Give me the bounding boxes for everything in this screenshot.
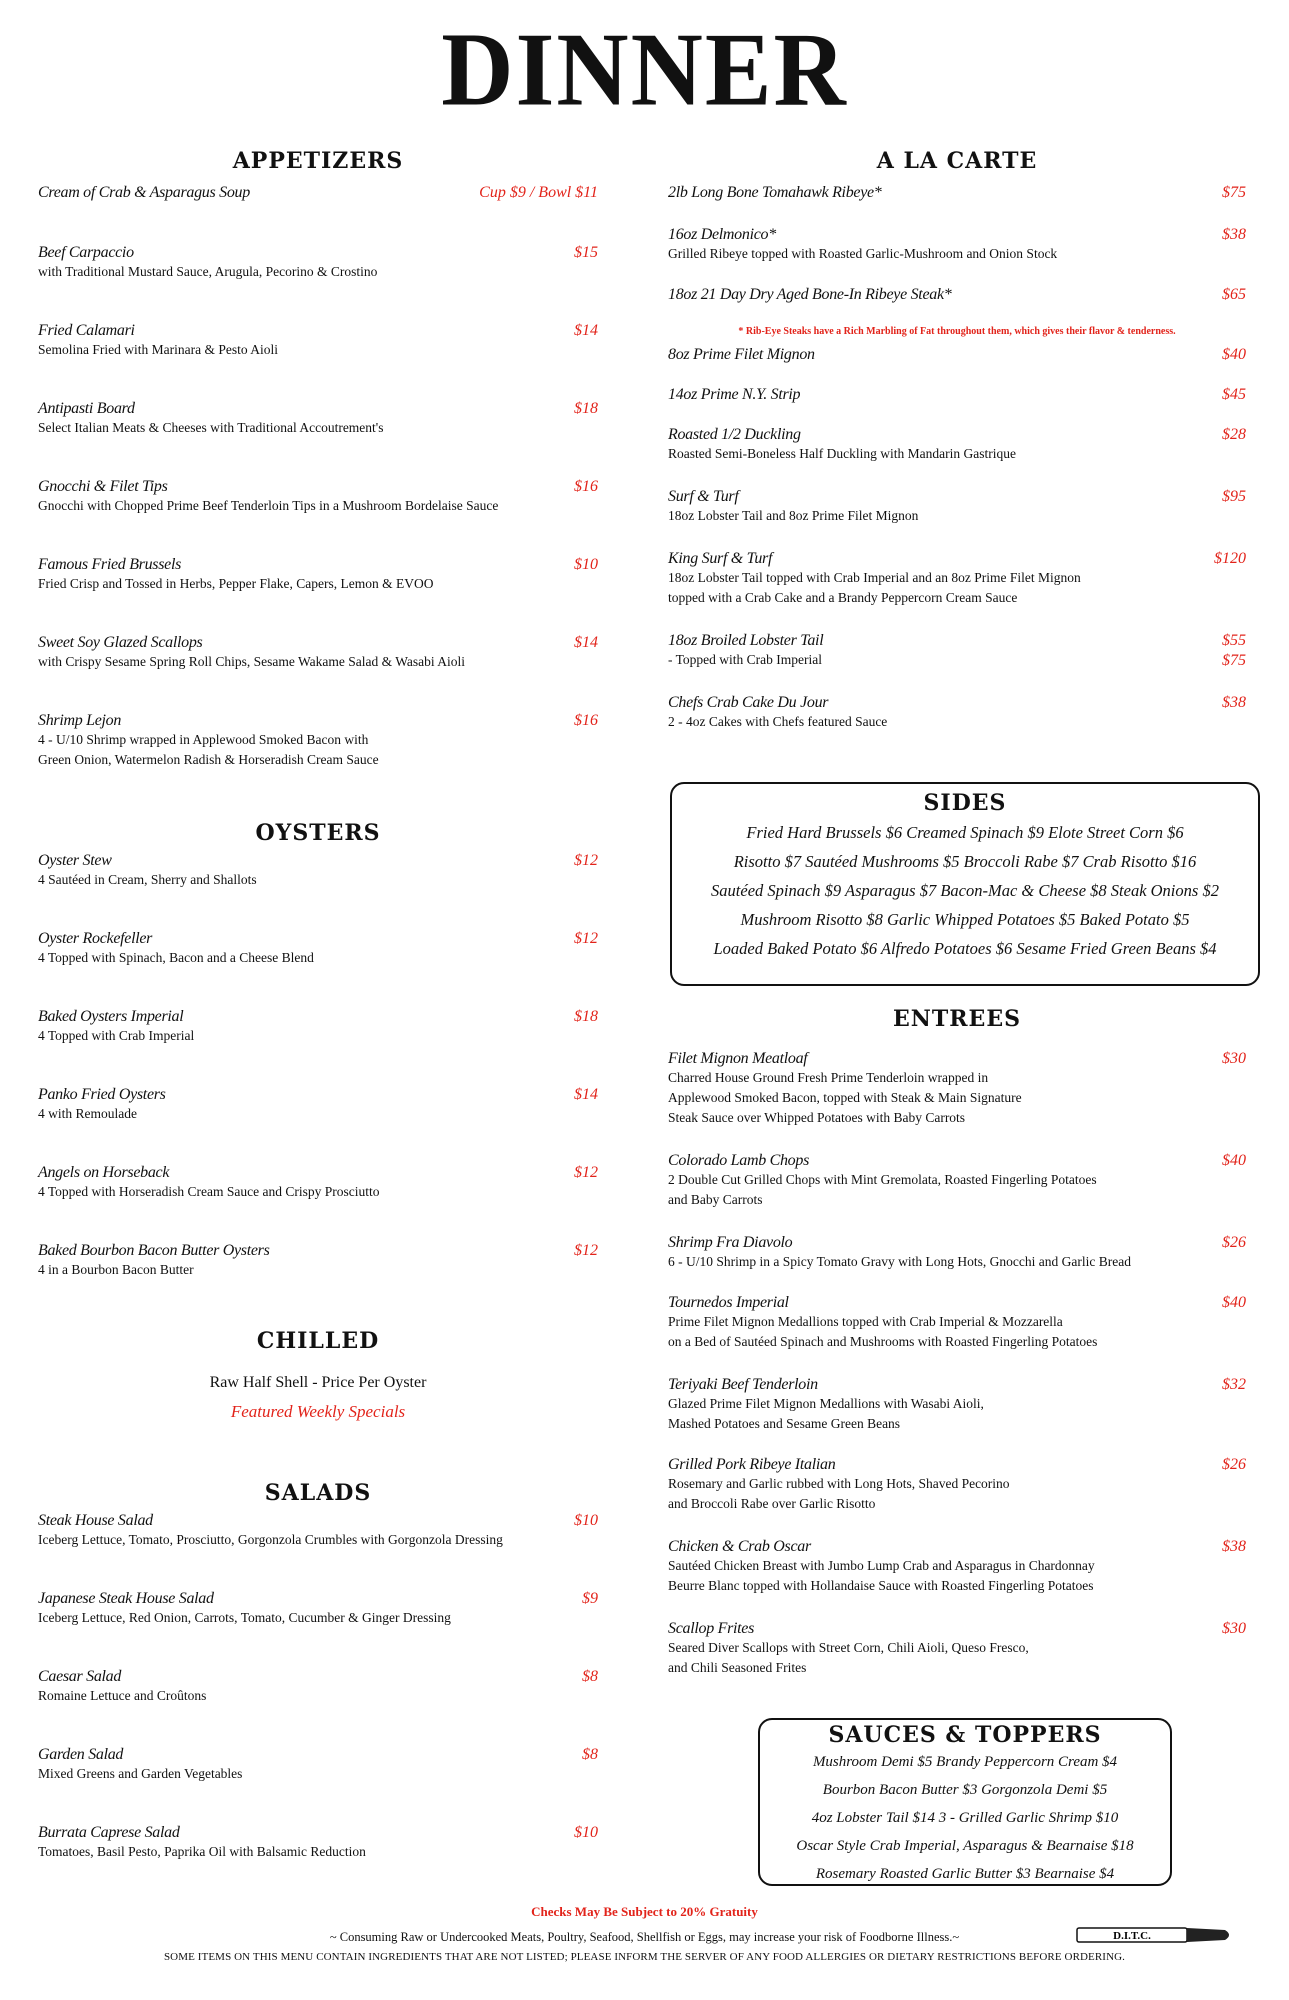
item-price: $38 [1222, 226, 1246, 243]
menu-item [38, 244, 598, 282]
menu-item [668, 1456, 1246, 1514]
item-price: $14 [574, 634, 598, 651]
item-description: - Topped with Crab Imperial [668, 652, 823, 667]
menu-item [668, 386, 1246, 404]
item-price: $8 [582, 1668, 598, 1685]
item-price: $12 [574, 852, 598, 869]
item-description: Tomatoes, Basil Pesto, Paprika Oil with Balsamic Reduction [38, 1844, 366, 1859]
oysters-heading: OYSTERS [255, 820, 381, 846]
menu-item [668, 426, 1246, 464]
menu-item [668, 1538, 1246, 1596]
menu-item [38, 1746, 598, 1784]
item-description: Rosemary and Garlic rubbed with Long Hots, Shaved Pecorino [668, 1476, 1010, 1491]
item-price: $120 [1214, 550, 1246, 567]
menu-item [668, 694, 1246, 732]
item-price: $18 [574, 400, 598, 417]
allergy-notice: SOME ITEMS ON THIS MENU CONTAIN INGREDIENTS THAT ARE NOT LISTED; PLEASE INFORM THE SERVER OF ANY FOOD ALLERGIES OR DIETARY RESTRICTIONS BEFORE ORDERING. [163, 1951, 1126, 1963]
menu-item [668, 184, 1246, 202]
item-price: $75 [1222, 184, 1246, 201]
sides-line: Fried Hard Brussels $6 Creamed Spinach $9 Elote Street Corn $6 [746, 823, 1184, 842]
menu-item [668, 632, 1246, 670]
item-name: 2lb Long Bone Tomahawk Ribeye* [668, 184, 882, 201]
item-price: Cup $9 / Bowl $11 [479, 184, 598, 201]
item-name: Steak House Salad [38, 1512, 153, 1529]
item-name: Grilled Pork Ribeye Italian [668, 1456, 836, 1473]
item-price: $12 [574, 1242, 598, 1259]
entrees-heading: ENTREES [893, 1006, 1021, 1032]
item-description: Gnocchi with Chopped Prime Beef Tenderloin Tips in a Mushroom Bordelaise Sauce [38, 498, 499, 513]
item-price: $30 [1222, 1050, 1246, 1067]
item-description: Grilled Ribeye topped with Roasted Garlic-Mushroom and Onion Stock [668, 246, 1058, 261]
menu-item [668, 286, 1246, 304]
menu-item [38, 1008, 598, 1046]
item-price: $18 [574, 1008, 598, 1025]
item-name: Chefs Crab Cake Du Jour [668, 694, 829, 711]
logo-text: D.I.T.C. [1113, 1930, 1151, 1942]
item-name: Shrimp Lejon [38, 712, 122, 729]
item-description: 6 - U/10 Shrimp in a Spicy Tomato Gravy with Long Hots, Gnocchi and Garlic Bread [668, 1254, 1131, 1269]
ribeye-note: * Rib-Eye Steaks have a Rich Marbling of Fat throughout them, which gives their flavor & tenderness. [738, 326, 1176, 337]
item-name: Gnocchi & Filet Tips [38, 478, 168, 495]
item-description: Iceberg Lettuce, Tomato, Prosciutto, Gorgonzola Crumbles with Gorgonzola Dressing [38, 1532, 503, 1547]
sides-line: Mushroom Risotto $8 Garlic Whipped Potatoes $5 Baked Potato $5 [740, 910, 1190, 929]
salads-heading: SALADS [264, 1480, 372, 1506]
menu-item [38, 634, 598, 672]
item-name: Antipasti Board [38, 400, 135, 417]
item-name: Scallop Frites [668, 1620, 755, 1637]
item-name: Roasted 1/2 Duckling [668, 426, 801, 443]
menu-item [38, 322, 598, 360]
item-price: $16 [574, 712, 598, 729]
item-name: Filet Mignon Meatloaf [668, 1050, 808, 1067]
menu-title: DINNER [441, 11, 848, 128]
item-name: 16oz Delmonico* [668, 226, 776, 243]
sides-heading: SIDES [923, 790, 1007, 816]
item-name: Beef Carpaccio [38, 244, 134, 261]
item-price: $16 [574, 478, 598, 495]
item-price: $8 [582, 1746, 598, 1763]
item-description: 4 Topped with Horseradish Cream Sauce and Crispy Prosciutto [38, 1184, 380, 1199]
item-description: 4 - U/10 Shrimp wrapped in Applewood Smoked Bacon with [38, 732, 369, 747]
item-description: 18oz Lobster Tail and 8oz Prime Filet Mignon [668, 508, 919, 523]
item-description: Mixed Greens and Garden Vegetables [38, 1766, 243, 1781]
item-price: $10 [574, 1824, 598, 1841]
menu-item [668, 1234, 1246, 1272]
chilled-specials: Featured Weekly Specials [230, 1402, 406, 1421]
menu-item [668, 488, 1246, 526]
sauce-line: Oscar Style Crab Imperial, Asparagus & Bearnaise $18 [796, 1838, 1134, 1854]
item-name: Japanese Steak House Salad [38, 1590, 214, 1607]
item-price: $40 [1222, 1152, 1246, 1169]
item-name: Angels on Horseback [38, 1164, 170, 1181]
item-description: Roasted Semi-Boneless Half Duckling with Mandarin Gastrique [668, 446, 1016, 461]
item-description: 4 Sautéed in Cream, Sherry and Shallots [38, 872, 257, 887]
item-description: Iceberg Lettuce, Red Onion, Carrots, Tomato, Cucumber & Ginger Dressing [38, 1610, 451, 1625]
item-description: on a Bed of Sautéed Spinach and Mushrooms with Roasted Fingerling Potatoes [668, 1334, 1098, 1349]
menu-item [38, 1824, 598, 1862]
sauces-heading: SAUCES & TOPPERS [828, 1722, 1102, 1748]
item-description: 4 with Remoulade [38, 1106, 137, 1121]
item-description: and Chili Seasoned Frites [668, 1660, 807, 1675]
item-name: Burrata Caprese Salad [38, 1824, 180, 1841]
item-name: Famous Fried Brussels [38, 556, 182, 573]
menu-item [668, 1376, 1246, 1434]
item-description: 4 Topped with Spinach, Bacon and a Cheese Blend [38, 950, 314, 965]
sauce-line: Mushroom Demi $5 Brandy Peppercorn Cream $4 [812, 1754, 1118, 1770]
item-description: Steak Sauce over Whipped Potatoes with Baby Carrots [668, 1110, 966, 1125]
item-description: and Baby Carrots [668, 1192, 763, 1207]
item-description: Glazed Prime Filet Mignon Medallions with Wasabi Aioli, [668, 1396, 984, 1411]
item-description: Beurre Blanc topped with Hollandaise Sauce with Roasted Fingerling Potatoes [668, 1578, 1094, 1593]
menu-item [668, 1620, 1246, 1678]
item-description: with Traditional Mustard Sauce, Arugula, Pecorino & Crostino [38, 264, 378, 279]
item-name: 8oz Prime Filet Mignon [668, 346, 815, 363]
item-description: Charred House Ground Fresh Prime Tenderloin wrapped in [668, 1070, 989, 1085]
sauce-line: Bourbon Bacon Butter $3 Gorgonzola Demi $5 [822, 1782, 1108, 1798]
item-name: 18oz Broiled Lobster Tail [668, 632, 824, 649]
item-name: Panko Fried Oysters [38, 1086, 166, 1103]
menu-item [38, 1512, 598, 1550]
item-description: Prime Filet Mignon Medallions topped with Crab Imperial & Mozzarella [668, 1314, 1063, 1329]
item-description: and Broccoli Rabe over Garlic Risotto [668, 1496, 876, 1511]
item-name: Chicken & Crab Oscar [668, 1538, 811, 1555]
menu-item [668, 1152, 1246, 1210]
menu-item [668, 346, 1246, 364]
menu-item [38, 556, 598, 594]
item-price: $30 [1222, 1620, 1246, 1637]
item-name: Oyster Rockefeller [38, 930, 153, 947]
item-price: $15 [574, 244, 598, 261]
menu-item [38, 1590, 598, 1628]
sides-line: Risotto $7 Sautéed Mushrooms $5 Broccoli Rabe $7 Crab Risotto $16 [733, 852, 1197, 871]
item-name: Baked Bourbon Bacon Butter Oysters [38, 1242, 270, 1259]
menu-item [668, 1050, 1246, 1128]
item-price: $14 [574, 322, 598, 339]
item-description: Romaine Lettuce and Croûtons [38, 1688, 207, 1703]
item-price: $65 [1222, 286, 1246, 303]
item-price: $28 [1222, 426, 1246, 443]
item-name: Teriyaki Beef Tenderloin [668, 1376, 818, 1393]
alacarte-heading: A LA CARTE [876, 148, 1038, 174]
chilled-heading: CHILLED [256, 1328, 380, 1354]
sauce-line: 4oz Lobster Tail $14 3 - Grilled Garlic Shrimp $10 [811, 1810, 1119, 1826]
item-price: $26 [1222, 1234, 1246, 1251]
item-price: $40 [1222, 1294, 1246, 1311]
sides-box [670, 782, 1260, 986]
item-description: Seared Diver Scallops with Street Corn, Chili Aioli, Queso Fresco, [668, 1640, 1029, 1655]
item-price: $40 [1222, 346, 1246, 363]
item-price: $26 [1222, 1456, 1246, 1473]
chilled-raw-line: Raw Half Shell - Price Per Oyster [209, 1374, 427, 1391]
item-price: $12 [574, 930, 598, 947]
item-description: Sautéed Chicken Breast with Jumbo Lump Crab and Asparagus in Chardonnay [668, 1558, 1095, 1573]
item-price: $9 [582, 1590, 598, 1607]
ditc-knife-logo-icon [1075, 1922, 1235, 1948]
item-description: Green Onion, Watermelon Radish & Horseradish Cream Sauce [38, 752, 379, 767]
menu-item [38, 852, 598, 890]
sauces-box [758, 1718, 1172, 1886]
appetizers-heading: APPETIZERS [232, 148, 404, 174]
item-price: $32 [1222, 1376, 1246, 1393]
item-description: Fried Crisp and Tossed in Herbs, Pepper Flake, Capers, Lemon & EVOO [38, 576, 434, 591]
item-description: Semolina Fried with Marinara & Pesto Aioli [38, 342, 278, 357]
item-price: $38 [1222, 694, 1246, 711]
item-description: 18oz Lobster Tail topped with Crab Imperial and an 8oz Prime Filet Mignon [668, 570, 1081, 585]
item-name: Cream of Crab & Asparagus Soup [38, 184, 250, 201]
item-description: Applewood Smoked Bacon, topped with Steak & Main Signature [668, 1090, 1022, 1105]
menu-item [38, 1164, 598, 1202]
menu-item [38, 400, 598, 438]
item-description: 4 in a Bourbon Bacon Butter [38, 1262, 194, 1277]
item-name: Colorado Lamb Chops [668, 1152, 809, 1169]
item-price: $12 [574, 1164, 598, 1181]
item-description: 4 Topped with Crab Imperial [38, 1028, 195, 1043]
item-name: 18oz 21 Day Dry Aged Bone-In Ribeye Steak* [668, 286, 952, 303]
item-name: Sweet Soy Glazed Scallops [38, 634, 203, 651]
item-price: $10 [574, 1512, 598, 1529]
item-price: $55 [1222, 632, 1246, 649]
menu-item [668, 226, 1246, 264]
item-name: Baked Oysters Imperial [38, 1008, 184, 1025]
item-price: $14 [574, 1086, 598, 1103]
item-description: Select Italian Meats & Cheeses with Traditional Accoutrement's [38, 420, 384, 435]
sauce-line: Rosemary Roasted Garlic Butter $3 Bearnaise $4 [815, 1866, 1115, 1882]
item-name: Tournedos Imperial [668, 1294, 789, 1311]
item-description: 2 Double Cut Grilled Chops with Mint Gremolata, Roasted Fingerling Potatoes [668, 1172, 1097, 1187]
item-price: $45 [1222, 386, 1246, 403]
foodborne-warning: ~ Consuming Raw or Undercooked Meats, Poultry, Seafood, Shellfish or Eggs, may increase your risk of Foodborne Illness.~ [329, 1930, 960, 1944]
sides-line: Loaded Baked Potato $6 Alfredo Potatoes $6 Sesame Fried Green Beans $4 [713, 939, 1217, 958]
menu-item [38, 712, 598, 770]
item-price: $95 [1222, 488, 1246, 505]
menu-item [668, 550, 1246, 608]
item-name: Garden Salad [38, 1746, 124, 1763]
item-price-alt: $75 [1222, 652, 1246, 669]
item-name: Oyster Stew [38, 852, 112, 869]
item-description: with Crispy Sesame Spring Roll Chips, Sesame Wakame Salad & Wasabi Aioli [38, 654, 466, 669]
gratuity-note: Checks May Be Subject to 20% Gratuity [531, 1904, 758, 1919]
item-price: $38 [1222, 1538, 1246, 1555]
item-price: $10 [574, 556, 598, 573]
menu-item [668, 1294, 1246, 1352]
item-name: 14oz Prime N.Y. Strip [668, 386, 801, 403]
sides-line: Sautéed Spinach $9 Asparagus $7 Bacon-Mac & Cheese $8 Steak Onions $2 [711, 881, 1219, 900]
item-name: King Surf & Turf [668, 550, 773, 567]
menu-item [38, 184, 598, 202]
menu-item [38, 930, 598, 968]
item-name: Surf & Turf [668, 488, 739, 505]
item-name: Shrimp Fra Diavolo [668, 1234, 793, 1251]
menu-item [38, 1242, 598, 1280]
menu-item [38, 1668, 598, 1706]
item-name: Caesar Salad [38, 1668, 122, 1685]
item-description: 2 - 4oz Cakes with Chefs featured Sauce [668, 714, 888, 729]
item-name: Fried Calamari [38, 322, 135, 339]
item-description: Mashed Potatoes and Sesame Green Beans [668, 1416, 901, 1431]
menu-item [38, 478, 598, 516]
menu-item [38, 1086, 598, 1124]
item-description: topped with a Crab Cake and a Brandy Peppercorn Cream Sauce [668, 590, 1018, 605]
